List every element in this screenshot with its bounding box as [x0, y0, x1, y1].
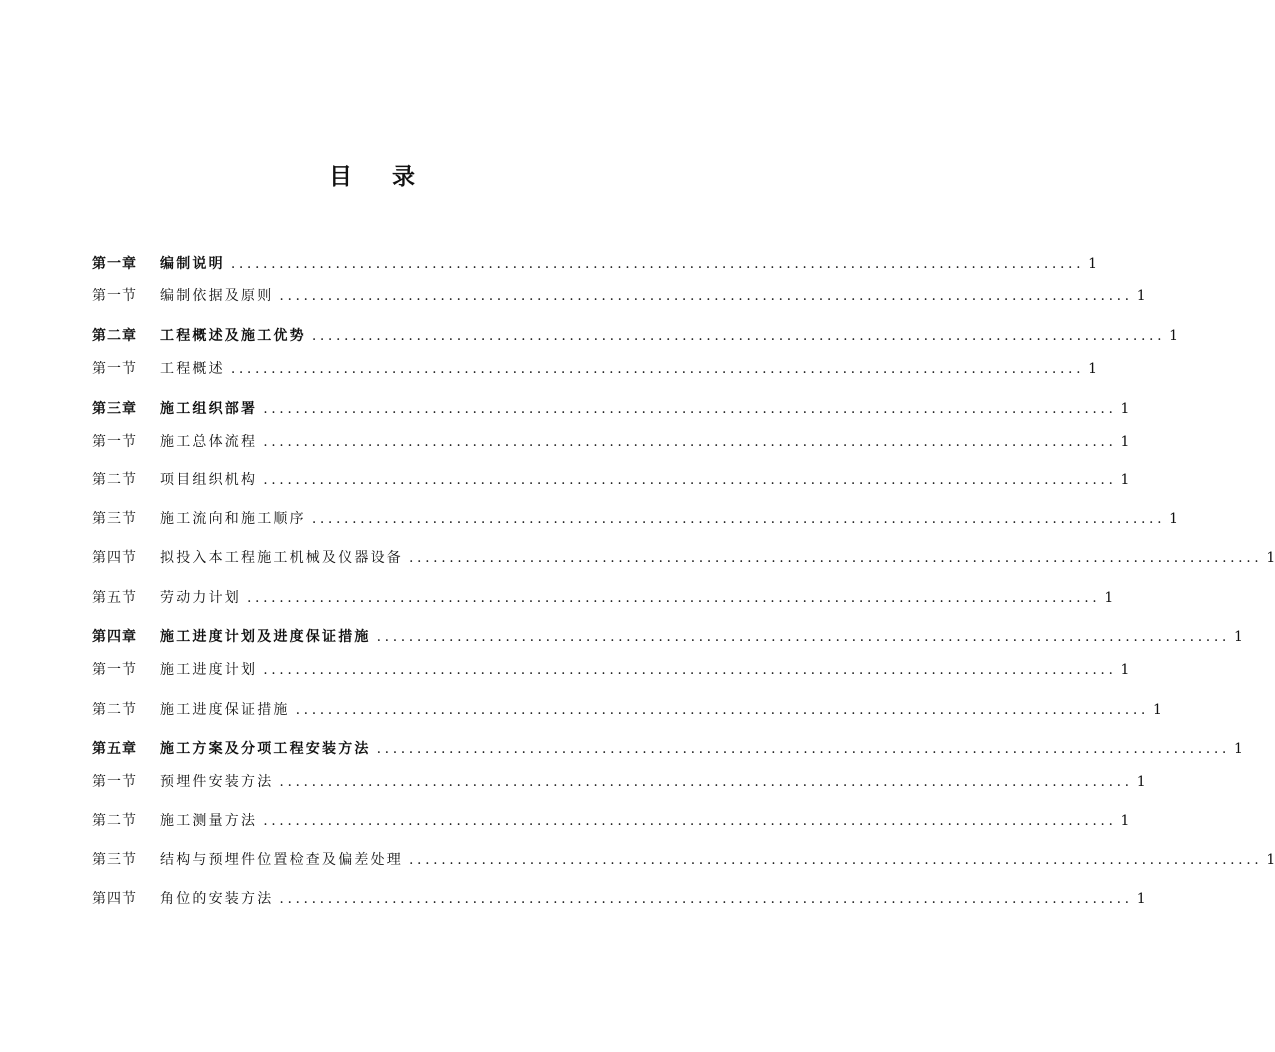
toc-entry-text: 结构与预埋件位置检查及偏差处理 [160, 852, 403, 868]
toc-entry-text: 施工总体流程 [160, 434, 258, 450]
dot-leader: .......................................................................................................... [311, 511, 1166, 527]
toc-entry-page: 1 [1169, 511, 1179, 527]
toc-entry-page: 1 [1120, 662, 1130, 678]
toc-entry-page: 1 [1120, 813, 1130, 829]
dot-leader: .......................................................................................................... [279, 774, 1133, 790]
toc-entry-section[interactable] [92, 507, 1179, 531]
toc-entry-text: 编制说明 [160, 256, 225, 272]
dot-leader: .......................................................................................................... [230, 256, 1085, 272]
toc-entry-page: 1 [1169, 328, 1179, 344]
toc-entry-page: 1 [1120, 472, 1130, 488]
toc-entry-text: 施工进度计划 [160, 662, 258, 678]
toc-entry-text: 施工方案及分项工程安装方法 [160, 741, 371, 757]
toc-title [0, 158, 744, 191]
dot-leader: .......................................................................................................... [311, 328, 1166, 344]
dot-leader: .......................................................................................................... [263, 662, 1117, 678]
toc-title-part2: 录 [392, 164, 415, 190]
toc-entry-section[interactable] [92, 848, 1275, 872]
toc-entry-section[interactable] [92, 468, 1130, 492]
toc-entry-text: 工程概述 [160, 361, 225, 377]
toc-entry-text: 编制依据及原则 [160, 288, 274, 304]
toc-entry-number: 第三节 [92, 852, 137, 868]
toc-entry-number: 第四节 [92, 891, 137, 907]
toc-entry-section[interactable] [92, 698, 1162, 722]
toc-entry-number: 第五章 [92, 741, 137, 757]
dot-leader: .......................................................................................................... [279, 288, 1133, 304]
toc-entry-section[interactable] [92, 809, 1130, 833]
toc-entry-number: 第一节 [92, 662, 137, 678]
toc-entry-number: 第一节 [92, 288, 137, 304]
toc-entry-text: 施工流向和施工顺序 [160, 511, 306, 527]
dot-leader: .......................................................................................................... [263, 434, 1117, 450]
toc-entry-page: 1 [1136, 891, 1146, 907]
toc-entry-page: 1 [1104, 590, 1114, 606]
dot-leader: .......................................................................................................... [295, 702, 1149, 718]
toc-entry-number: 第四节 [92, 550, 137, 566]
toc-entry-section[interactable] [92, 658, 1130, 682]
toc-entry-section[interactable] [92, 284, 1146, 308]
dot-leader: .......................................................................................................... [263, 472, 1117, 488]
toc-entry-number: 第一节 [92, 361, 137, 377]
toc-entry-chapter-1[interactable] [92, 252, 1098, 276]
toc-entry-text: 预埋件安装方法 [160, 774, 274, 790]
toc-entry-chapter-5[interactable] [92, 737, 1243, 761]
toc-entry-text: 施工进度保证措施 [160, 702, 290, 718]
toc-entry-number: 第三节 [92, 511, 137, 527]
toc-entry-number: 第二章 [92, 328, 137, 344]
toc-entry-text: 施工组织部署 [160, 401, 258, 417]
toc-entry-text: 工程概述及施工优势 [160, 328, 306, 344]
dot-leader: .......................................................................................................... [409, 550, 1263, 566]
toc-entry-section[interactable] [92, 357, 1098, 381]
toc-entry-page: 1 [1152, 702, 1162, 718]
dot-leader: .......................................................................................................... [247, 590, 1101, 606]
toc-entry-number: 第四章 [92, 629, 137, 645]
toc-entry-text: 施工进度计划及进度保证措施 [160, 629, 371, 645]
toc-entry-number: 第三章 [92, 401, 137, 417]
toc-entry-page: 1 [1136, 774, 1146, 790]
dot-leader: .......................................................................................................... [230, 361, 1085, 377]
dot-leader: .......................................................................................................... [279, 891, 1133, 907]
toc-title-part1: 目 [329, 164, 352, 190]
toc-entry-page: 1 [1233, 629, 1243, 645]
toc-entry-number: 第一节 [92, 434, 137, 450]
dot-leader: .......................................................................................................... [376, 629, 1230, 645]
dot-leader: .......................................................................................................... [263, 813, 1117, 829]
toc-entry-section[interactable] [92, 546, 1275, 570]
toc-entry-text: 项目组织机构 [160, 472, 258, 488]
toc-entry-chapter-2[interactable] [92, 324, 1179, 348]
toc-entry-page: 1 [1233, 741, 1243, 757]
toc-entry-text: 施工测量方法 [160, 813, 258, 829]
dot-leader: .......................................................................................................... [263, 401, 1117, 417]
toc-entry-chapter-3[interactable] [92, 397, 1130, 421]
dot-leader: .......................................................................................................... [376, 741, 1230, 757]
toc-entry-page: 1 [1136, 288, 1146, 304]
toc-entry-text: 角位的安装方法 [160, 891, 274, 907]
toc-entry-section[interactable] [92, 887, 1146, 911]
toc-entry-section[interactable] [92, 770, 1146, 794]
toc-entry-page: 1 [1088, 361, 1098, 377]
dot-leader: .......................................................................................................... [409, 852, 1263, 868]
toc-entry-number: 第一节 [92, 774, 137, 790]
toc-entry-number: 第二节 [92, 813, 137, 829]
toc-entry-number: 第二节 [92, 472, 137, 488]
toc-entry-page: 1 [1120, 434, 1130, 450]
toc-entry-section[interactable] [92, 430, 1130, 454]
toc-entry-text: 劳动力计划 [160, 590, 241, 606]
toc-entry-number: 第二节 [92, 702, 137, 718]
toc-entry-number: 第一章 [92, 256, 137, 272]
toc-entry-text: 拟投入本工程施工机械及仪器设备 [160, 550, 403, 566]
toc-entry-chapter-4[interactable] [92, 625, 1243, 649]
toc-entry-page: 1 [1266, 550, 1275, 566]
toc-entry-section[interactable] [92, 586, 1114, 610]
toc-entry-page: 1 [1120, 401, 1130, 417]
toc-entry-page: 1 [1088, 256, 1098, 272]
toc-entry-page: 1 [1266, 852, 1275, 868]
toc-entry-number: 第五节 [92, 590, 137, 606]
